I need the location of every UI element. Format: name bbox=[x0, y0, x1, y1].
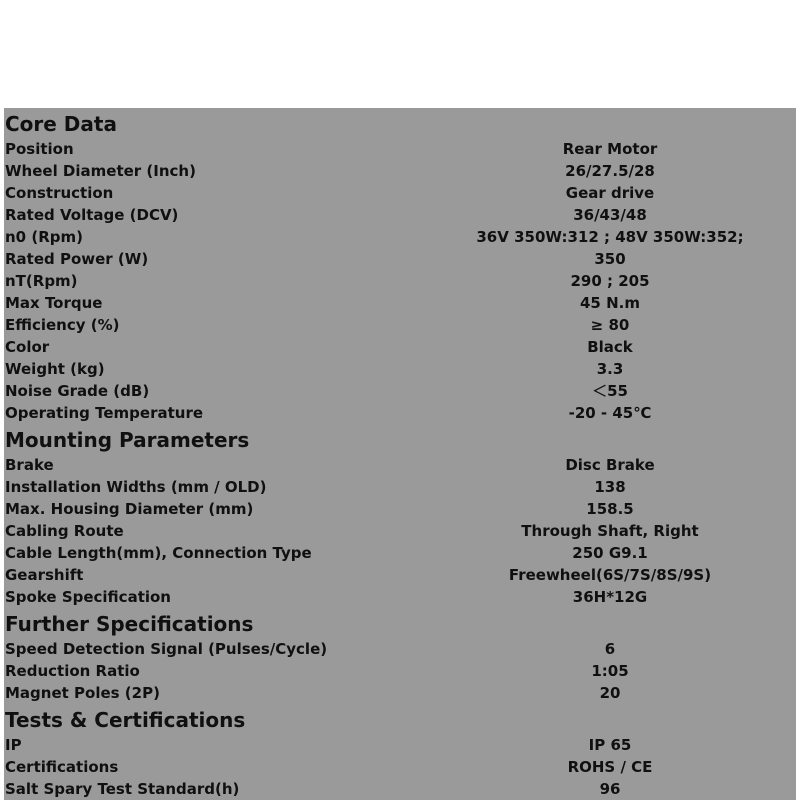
spec-row bbox=[4, 638, 796, 660]
spec-row bbox=[4, 498, 796, 520]
spec-value: 20 bbox=[599, 684, 621, 702]
spec-label: Position bbox=[5, 140, 74, 158]
spec-label: Efficiency (%) bbox=[5, 316, 120, 334]
spec-row bbox=[4, 756, 796, 778]
spec-row bbox=[4, 586, 796, 608]
spec-value: 96 bbox=[599, 780, 621, 798]
section-title-tests-certifications: Tests & Certifications bbox=[5, 708, 246, 732]
spec-value: 1:05 bbox=[591, 662, 629, 680]
spec-value: Through Shaft, Right bbox=[521, 522, 699, 540]
spec-row bbox=[4, 182, 796, 204]
spec-row bbox=[4, 292, 796, 314]
spec-row bbox=[4, 358, 796, 380]
section-title-mounting-parameters: Mounting Parameters bbox=[5, 428, 250, 452]
spec-value: 350 bbox=[594, 250, 626, 268]
spec-value: 138 bbox=[594, 478, 626, 496]
spec-label: IP bbox=[5, 736, 22, 754]
spec-label: Certifications bbox=[5, 758, 119, 776]
spec-label: Gearshift bbox=[5, 566, 84, 584]
spec-label: Color bbox=[5, 338, 50, 356]
spec-label: Cabling Route bbox=[5, 522, 124, 540]
spec-label: Max. Housing Diameter (mm) bbox=[5, 500, 254, 518]
spec-value: Gear drive bbox=[565, 184, 655, 202]
spec-row bbox=[4, 476, 796, 498]
spec-label: Salt Spary Test Standard(h) bbox=[5, 780, 240, 798]
spec-value: 26/27.5/28 bbox=[565, 162, 655, 180]
section-title-core-data: Core Data bbox=[5, 112, 117, 136]
spec-row bbox=[4, 336, 796, 358]
spec-row bbox=[4, 542, 796, 564]
section-title-further-specifications: Further Specifications bbox=[5, 612, 254, 636]
spec-value: Rear Motor bbox=[562, 140, 658, 158]
spec-label: n0 (Rpm) bbox=[5, 228, 83, 246]
spec-value: 250 G9.1 bbox=[572, 544, 648, 562]
spec-label: Brake bbox=[5, 456, 54, 474]
spec-value: 36H*12G bbox=[572, 588, 648, 606]
spec-value: Freewheel(6S/7S/8S/9S) bbox=[508, 566, 712, 584]
spec-row bbox=[4, 226, 796, 248]
spec-label: Weight (kg) bbox=[5, 360, 105, 378]
spec-label: Spoke Specification bbox=[5, 588, 171, 606]
spec-label: Operating Temperature bbox=[5, 404, 204, 422]
spec-value: 36/43/48 bbox=[573, 206, 647, 224]
spec-value: -20 - 45℃ bbox=[568, 404, 652, 422]
spec-label: Magnet Poles (2P) bbox=[5, 684, 160, 702]
spec-value: ＜55 bbox=[592, 382, 628, 400]
spec-label: Wheel Diameter (Inch) bbox=[5, 162, 196, 180]
spec-label: Speed Detection Signal (Pulses/Cycle) bbox=[5, 640, 328, 658]
spec-label: Reduction Ratio bbox=[5, 662, 140, 680]
spec-row bbox=[4, 454, 796, 476]
spec-row bbox=[4, 402, 796, 424]
spec-row bbox=[4, 660, 796, 682]
spec-value: 3.3 bbox=[596, 360, 624, 378]
spec-row bbox=[4, 270, 796, 292]
spec-value: ROHS / CE bbox=[567, 758, 653, 776]
spec-row bbox=[4, 204, 796, 226]
spec-label: Max Torque bbox=[5, 294, 103, 312]
spec-label: Noise Grade (dB) bbox=[5, 382, 150, 400]
blank-header-area bbox=[0, 0, 800, 108]
spec-row bbox=[4, 314, 796, 336]
spec-row bbox=[4, 248, 796, 270]
spec-row bbox=[4, 734, 796, 756]
spec-row bbox=[4, 138, 796, 160]
spec-row bbox=[4, 380, 796, 402]
spec-value: 36V 350W:312 ; 48V 350W:352; bbox=[476, 228, 744, 246]
spec-value: 290 ; 205 bbox=[570, 272, 650, 290]
spec-value: Black bbox=[587, 338, 633, 356]
spec-label: nT(Rpm) bbox=[5, 272, 78, 290]
spec-value: 45 N.m bbox=[580, 294, 640, 312]
spec-value: 6 bbox=[604, 640, 616, 658]
spec-label: Installation Widths (mm / OLD) bbox=[5, 478, 267, 496]
spec-label: Construction bbox=[5, 184, 114, 202]
spec-row bbox=[4, 564, 796, 586]
spec-label: Rated Voltage (DCV) bbox=[5, 206, 179, 224]
spec-label: Rated Power (W) bbox=[5, 250, 149, 268]
spec-value: Disc Brake bbox=[565, 456, 655, 474]
spec-row bbox=[4, 778, 796, 800]
spec-value: 158.5 bbox=[586, 500, 634, 518]
spec-row bbox=[4, 682, 796, 704]
spec-row bbox=[4, 160, 796, 182]
spec-row bbox=[4, 520, 796, 542]
spec-table bbox=[4, 108, 796, 800]
spec-label: Cable Length(mm), Connection Type bbox=[5, 544, 312, 562]
spec-value: IP 65 bbox=[588, 736, 632, 754]
spec-value: ≥ 80 bbox=[590, 316, 630, 334]
